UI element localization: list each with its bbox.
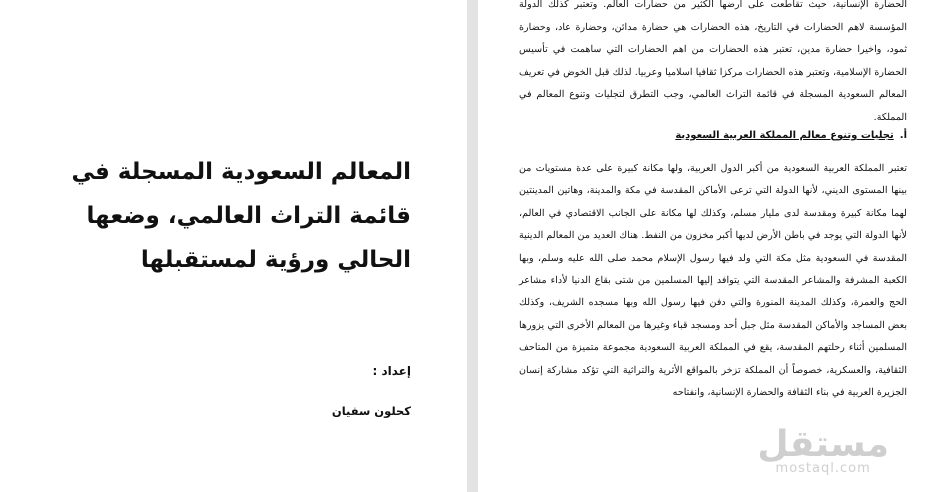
author-name: كحلون سفيان: [331, 404, 411, 418]
document-page-left: [0, 0, 467, 492]
watermark-arabic: مستقل: [757, 424, 889, 465]
document-page-right: [478, 0, 949, 492]
watermark-logo: [757, 425, 889, 476]
document-title: المعالم السعودية المسجلة في قائمة التراث العالمي، وضعها الحالي ورؤية لمستقبلها: [71, 159, 411, 273]
section-number: أ.: [899, 130, 907, 141]
section-heading-text: تجليات وتنوع معالم المملكة العربية السعودية: [675, 130, 894, 141]
body-paragraph: تعتبر المملكة العربية السعودية من أكبر الدول العربية، ولها مكانة كبيرة على عدة مستويات من بينها المستوى الديني، لأنها الدولة التي ترعى الأماكن المقدسة في مكة والمدينة، وهاتين المدينتين لهما مكانة كبيرة ومقدسة لدى مليار مسلم، وكذلك لها مكانة على الجانب الاقتصادي في العالم، لأنها الدولة التي يوجد في باطن الأرض لديها أكبر مخزون من النفط. هناك العديد من المعالم الدينية المقدسة في السعودية مثل مكة التي ولد فيها رسول الإسلام محمد صلى الله عليه وسلم، وبها الكعبة المشرفة والمشاعر المقدسة التي يتوافد إليها المسلمين من شتى بقاع الدنيا لأداء مشاعر الحج والعمرة، وكذلك المدينة المنورة والتي دفن فيها رسول الله وبها مسجده الشريف، وكذلك بعض المساجد والأماكن المقدسة مثل جبل أحد ومسجد قباء وغيرها من المعالم الأخرى التي يزورها المسلمين أثناء رحلتهم المقدسة، يقع في المملكة العربية السعودية مجموعة متميزة من المتاحف الثقافية، والعسكرية، خصوصاً أن المملكة تزخر بالمواقع الأثرية والتراثية التي تؤكد مشاركة إنسان الجزيرة العربية في بناء الثقافة والحضارة الإنسانية، وانفتاحه: [519, 163, 907, 399]
watermark-latin: mostaql.com: [775, 461, 871, 476]
section-heading: [675, 130, 907, 141]
prepared-by-label: إعداد :: [372, 364, 411, 378]
intro-paragraph: الحضارة الإنسانية، حيث تقاطعت على أرضها الكثير من حضارات العالم. وتعتبر كذلك الدولة المؤسسة لاهم الحضارات في التاريخ، هذه الحضارات هي حضارة مدائن، وحضارة عاد، وحضارة ثمود، واخيرا حضارة مدين، تعتبر هذه الحضارات من اهم الحضارات التي ساهمت في تأسيس الحضارة الإسلامية، وتعتبر هذه الحضارات مركزا ثقافيا اسلاميا وعربيا. لذلك قبل الخوض في تعريف المعالم السعودية المسجلة في قائمة التراث العالمي، وجب التطرق لتجليات وتنوع المعالم في المملكة.: [519, 0, 907, 123]
